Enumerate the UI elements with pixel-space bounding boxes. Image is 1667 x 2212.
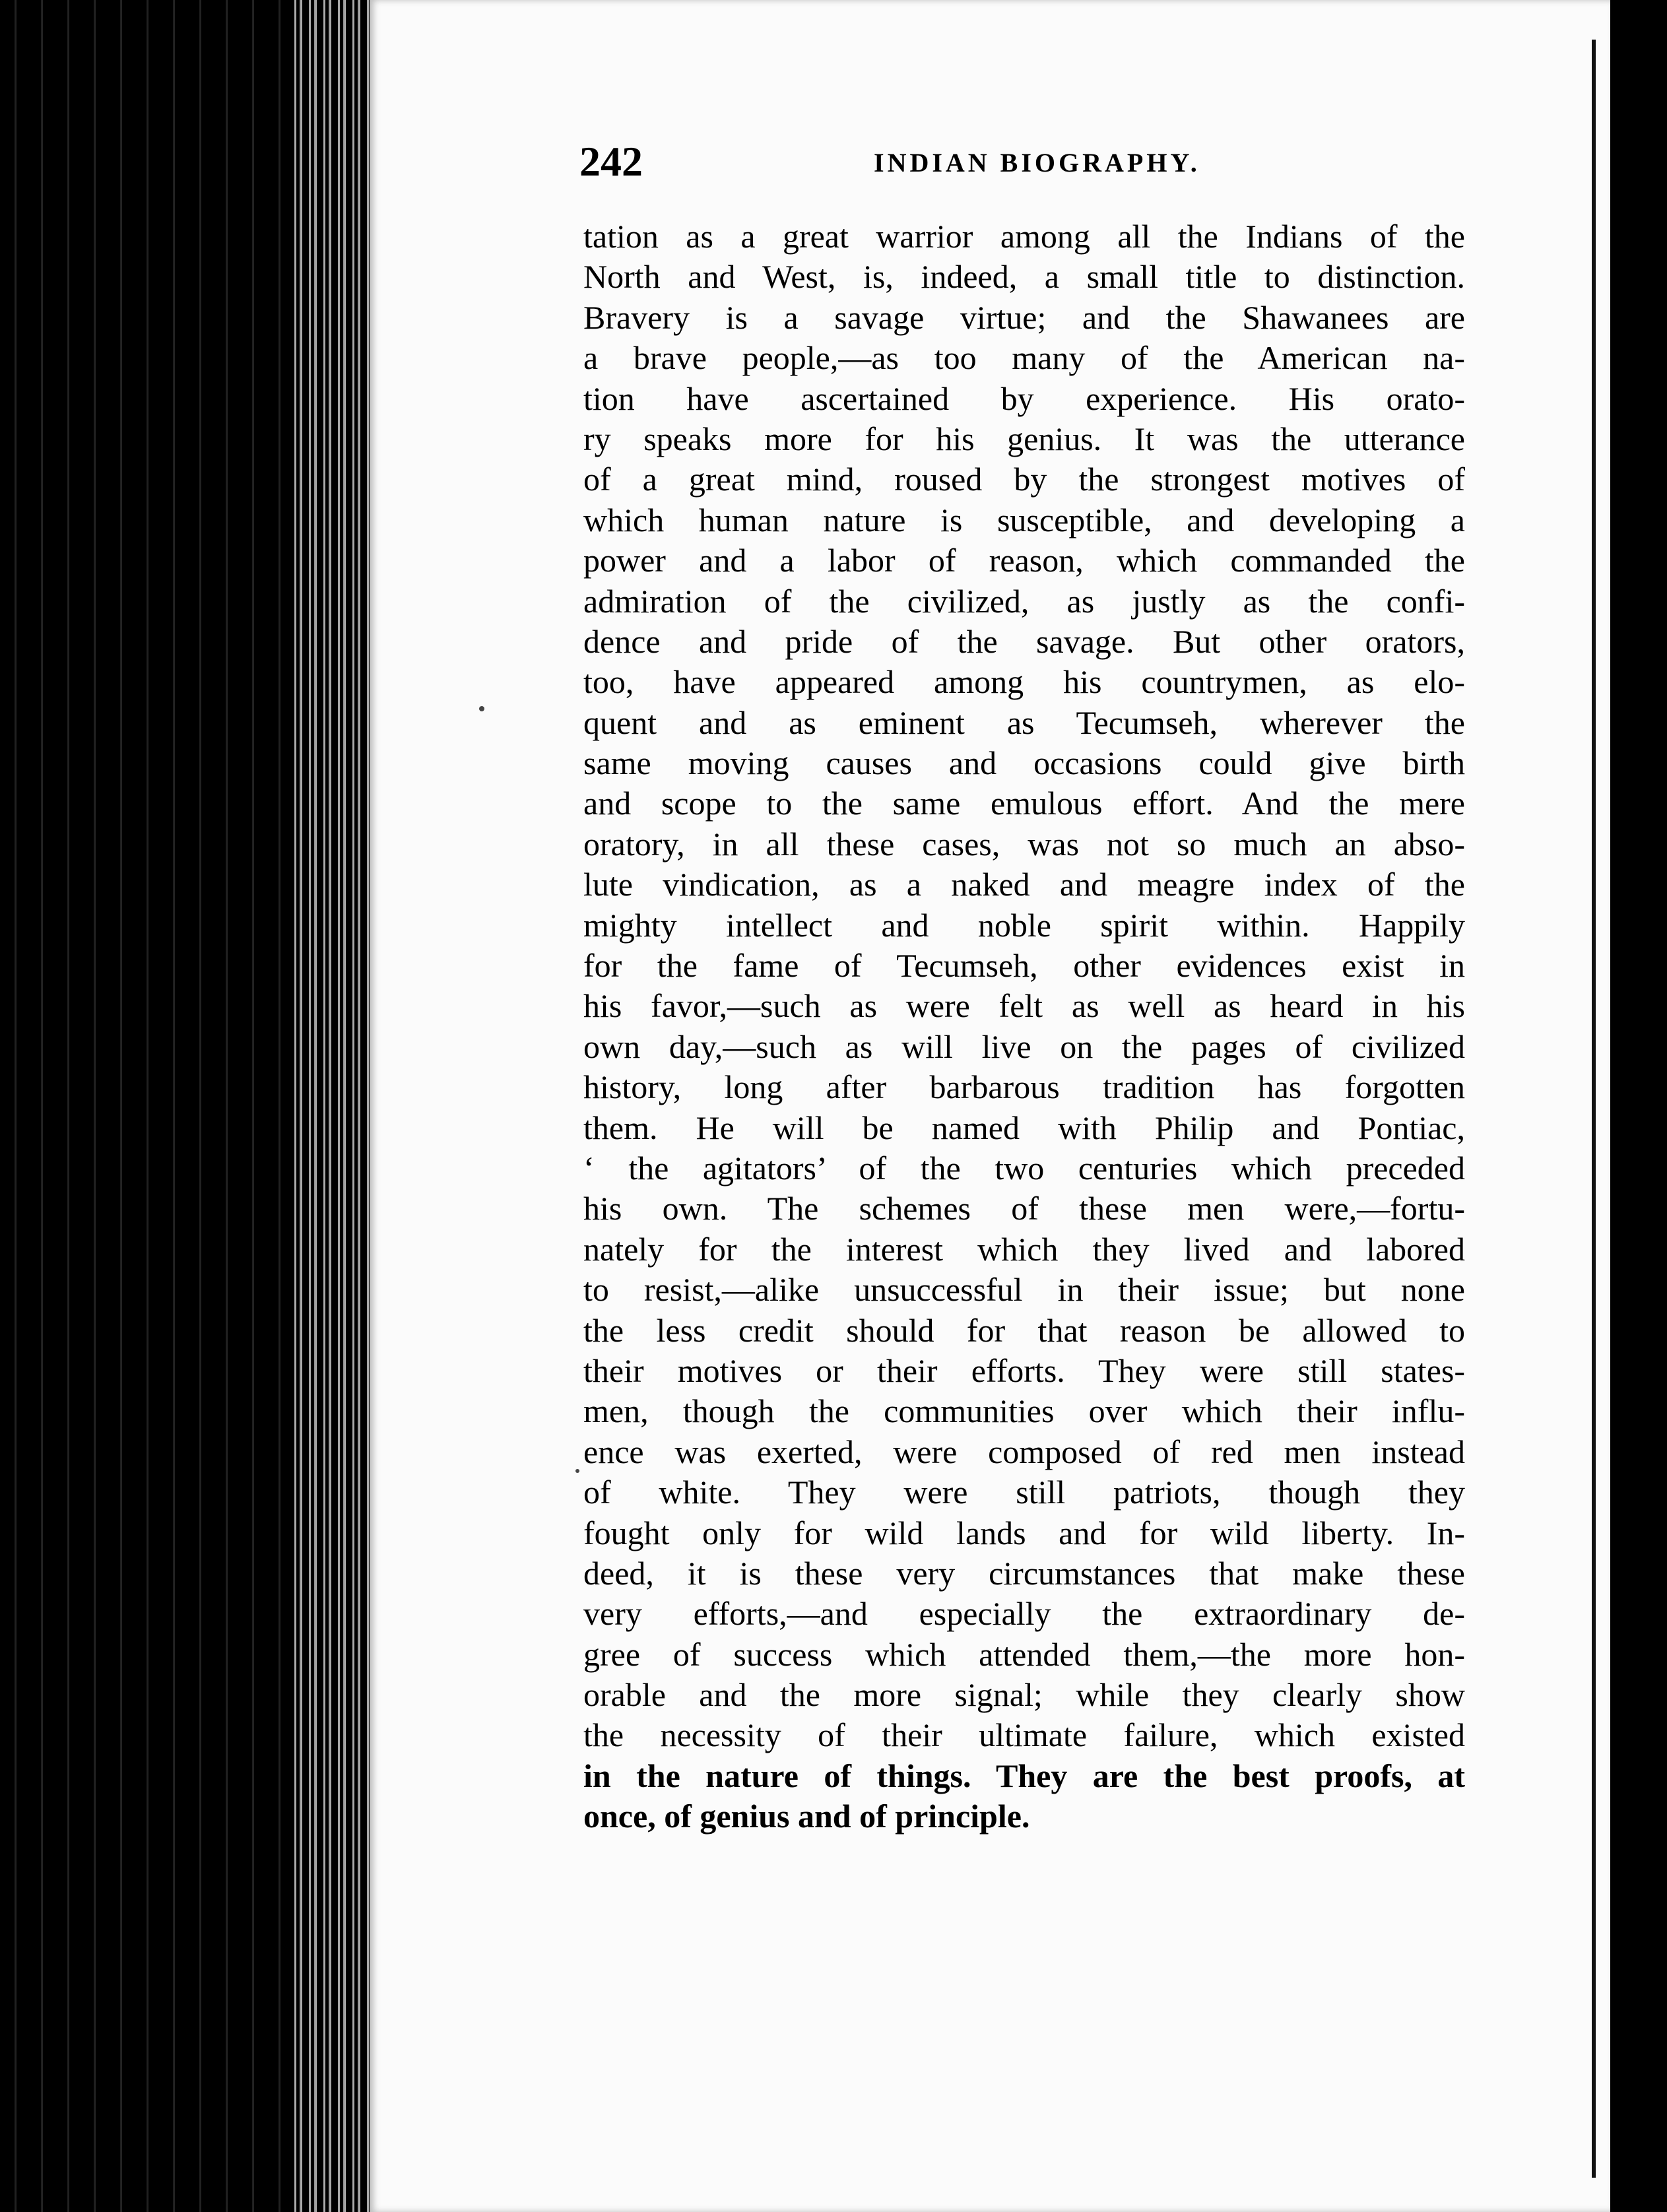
text-line: very efforts,—and especially the extraordinary de-	[583, 1595, 1465, 1633]
text-line: of white. They were still patriots, though they	[583, 1474, 1465, 1511]
text-line: men, though the communities over which their influ-	[583, 1392, 1465, 1430]
book-spine-shadow	[0, 0, 290, 2212]
body-text	[583, 216, 1465, 1837]
text-line: history, long after barbarous tradition has forgotten	[583, 1068, 1465, 1106]
text-line: ‘ the agitators’ of the two centuries which preceded	[583, 1149, 1465, 1187]
page-number: 242	[579, 138, 643, 185]
text-line: and scope to the same emulous effort. And the mere	[583, 785, 1465, 822]
text-line: the less credit should for that reason be allowed to	[583, 1311, 1465, 1349]
text-line: them. He will be named with Philip and Pontiac,	[583, 1109, 1465, 1146]
text-line: Bravery is a savage virtue; and the Shawanees are	[583, 298, 1465, 336]
text-line: own day,—such as will live on the pages of civilized	[583, 1027, 1465, 1065]
text-line: dence and pride of the savage. But other orators,	[583, 622, 1465, 660]
page-edge-stack	[290, 0, 376, 2212]
text-line: a brave people,—as too many of the American na-	[583, 339, 1465, 377]
text-line: fought only for wild lands and for wild liberty. In-	[583, 1514, 1465, 1551]
text-line: his favor,—such as were felt as well as heard in his	[583, 987, 1465, 1025]
text-line: the necessity of their ultimate failure, which existed	[583, 1716, 1465, 1754]
text-line: their motives or their efforts. They were still states-	[583, 1351, 1465, 1389]
text-line: same moving causes and occasions could give birth	[583, 744, 1465, 782]
text-line: admiration of the civilized, as justly as the confi-	[583, 582, 1465, 620]
text-line: oratory, in all these cases, was not so much an abso-	[583, 825, 1465, 862]
text-line: once, of genius and of principle.	[583, 1798, 1030, 1835]
text-line: too, have appeared among his countrymen, as elo-	[583, 663, 1465, 701]
page-header	[579, 132, 1246, 191]
text-line: his own. The schemes of these men were,—fortu-	[583, 1190, 1465, 1227]
text-line: in the nature of things. They are the best proofs, at	[583, 1757, 1465, 1794]
text-line: gree of success which attended them,—the more hon-	[583, 1635, 1465, 1673]
right-page-edge-line	[1592, 40, 1596, 2178]
text-line: lute vindication, as a naked and meagre index of the	[583, 866, 1465, 903]
text-line: North and West, is, indeed, a small title to distinction.	[583, 258, 1465, 296]
text-line: which human nature is susceptible, and developing a	[583, 501, 1465, 538]
text-line: mighty intellect and noble spirit within. Happily	[583, 906, 1465, 944]
text-line: deed, it is these very circumstances that make these	[583, 1554, 1465, 1592]
text-line: ence was exerted, were composed of red men instead	[583, 1433, 1465, 1470]
right-scan-border	[1610, 0, 1667, 2212]
text-line: for the fame of Tecumseh, other evidences exist in	[583, 947, 1465, 985]
text-line: tion have ascertained by experience. His orato-	[583, 379, 1465, 417]
text-line: to resist,—alike unsuccessful in their issue; but none	[583, 1271, 1465, 1309]
running-head: INDIAN BIOGRAPHY.	[874, 148, 1200, 178]
scan-speck	[575, 1469, 579, 1473]
text-line: ry speaks more for his genius. It was the utterance	[583, 420, 1465, 457]
text-line: nately for the interest which they lived and labored	[583, 1230, 1465, 1268]
text-line: power and a labor of reason, which commanded the	[583, 542, 1465, 579]
text-line: quent and as eminent as Tecumseh, wherever the	[583, 703, 1465, 741]
text-line: orable and the more signal; while they clearly show	[583, 1676, 1465, 1714]
text-line: tation as a great warrior among all the Indians of the	[583, 218, 1465, 255]
scan-speck	[479, 706, 484, 711]
text-line: of a great mind, roused by the strongest motives of	[583, 461, 1465, 498]
